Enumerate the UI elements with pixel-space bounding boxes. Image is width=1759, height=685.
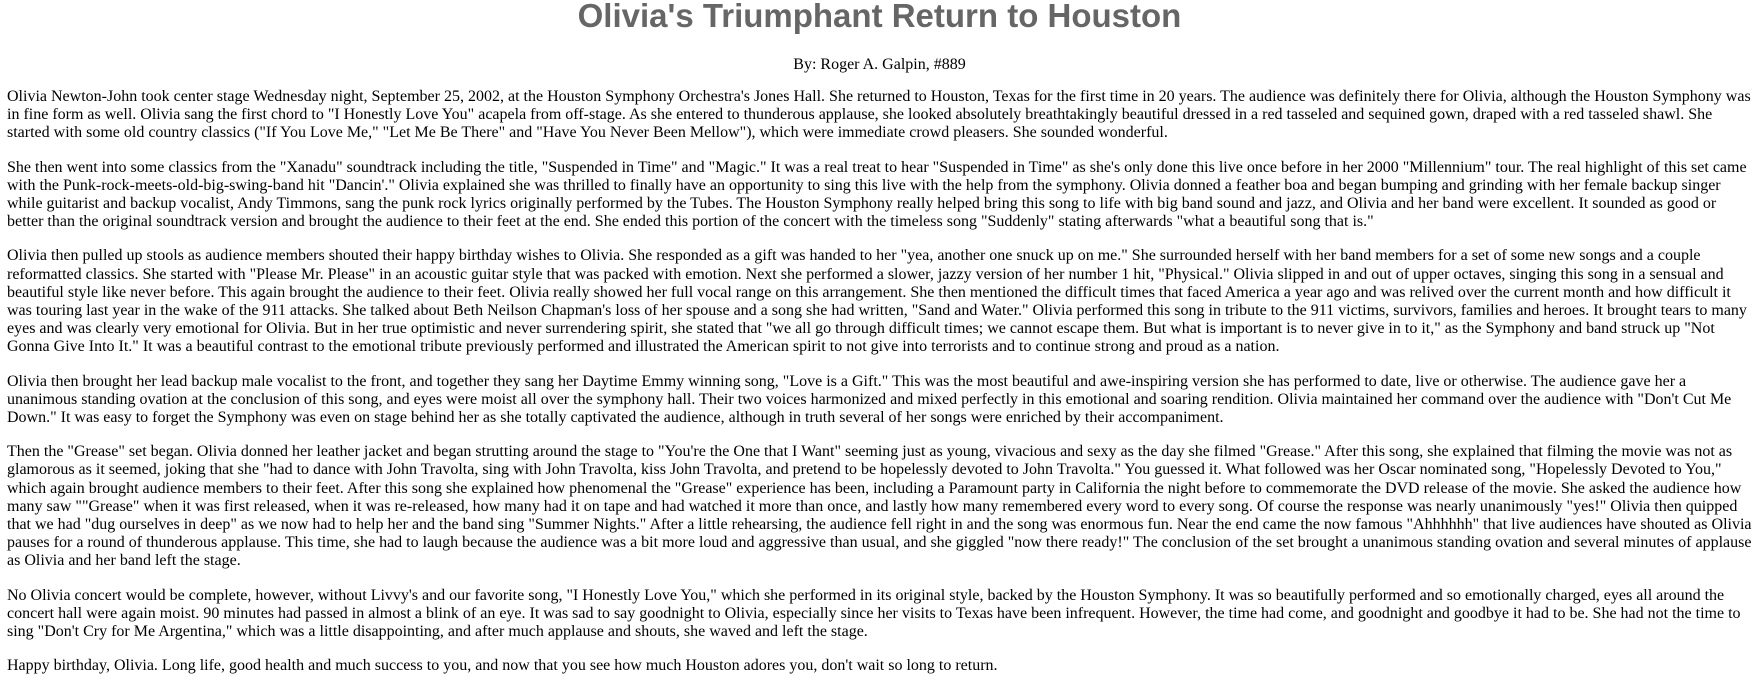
article-paragraph-2: She then went into some classics from the "Xanadu" soundtrack including the title, "Suspended in Time" and "Magic." It was a real treat to hear "Suspended in Time" as she's only done this live once before in her 2000 "Millennium" tour. The real highlight of this set came with the Punk-rock-meets-old-big-swing-band hit "Dancin'." Olivia explained she was thrilled to finally have an opportunity to sing this live with the help from the symphony. Olivia donned a feather boa and began bumping and grinding with her female backup singer while guitarist and backup vocalist, Andy Timmons, sang the punk rock lyrics originally performed by the Tubes. The Houston Symphony really helped bring this song to life with big band sound and jazz, and Olivia and her band were excellent. It sounded as good or better than the original soundtrack version and brought the audience to their feet at the end. She ended this portion of the concert with the timeless song "Suddenly" stating afterwards "what a beautiful song that is." (7, 158, 1747, 231)
article-paragraph-1: Olivia Newton-John took center stage Wednesday night, September 25, 2002, at the Houston Symphony Orchestra's Jones Hall. She returned to Houston, Texas for the first time in 20 years. The audience was definitely there for Olivia, although the Houston Symphony was in fine form as well. Olivia sang the first chord to "I Honestly Love You" acapela from off-stage. As she entered to thunderous applause, she looked absolutely breathtakingly beautiful dressed in a red tasseled and sequined gown, draped with a red tasseled shawl. She started with some old country classics ("If You Love Me," "Let Me Be There" and "Have You Never Been Mellow"), which were immediate crowd pleasers. She sounded wonderful. (7, 88, 1751, 142)
article-paragraph-4: Olivia then brought her lead backup male vocalist to the front, and together they sang her Daytime Emmy winning song, "Love is a Gift." This was the most beautiful and awe-inspiring version she has performed to date, live or otherwise. The audience gave her a unanimous standing ovation at the conclusion of this song, and eyes were moist all over the symphony hall. Their two voices harmonized and mixed perfectly in this emotional and soaring rendition. Olivia maintained her command over the audience with "Don't Cut Me Down." It was easy to forget the Symphony was even on stage behind her as she totally captivated the audience, although in truth several of her songs were enriched by their accompaniment. (7, 372, 1732, 427)
article-paragraph-3: Olivia then pulled up stools as audience members shouted their happy birthday wishes to Olivia. She responded as a gift was handed to her "yea, another one snuck up on me." She surrounded herself with her band members for a set of some new songs and a couple reformatted classics. She started with "Please Mr. Please" in an acoustic guitar style that was packed with emotion. Next she performed a slower, jazzy version of her number 1 hit, "Physical." Olivia slipped in and out of upper octaves, singing this song in a sensual and beautiful style like never before. This again brought the audience to their feet. Olivia really showed her full vocal range on this arrangement. She then mentioned the difficult times that faced America a year ago and was relived over the current month and how difficult it was touring last year in the wake of the 911 attacks. She talked about Beth Neilson Chapman's loss of her spouse and a song she had written, "Sand and Water." Olivia performed this song in tribute to the 911 victims, survivors, families and heroes. It brought tears to many eyes and was clearly very emotional for Olivia. But in her true optimistic and never surrendering spirit, she stated that "we all go through difficult times; we cannot escape them. But what is important is to never give in to it," as the Symphony and band struck up "Not Gonna Give Into It." It was a beautiful contrast to the emotional tribute previously performed and illustrated the American spirit to not give into terrorists and to continue strong and proud as a nation. (7, 247, 1747, 356)
article-paragraph-5: Then the "Grease" set began. Olivia donned her leather jacket and began strutting around the stage to "You're the One that I Want" seeming just as young, vivacious and sexy as the day she filmed "Grease." After this song, she explained that filming the movie was not as glamorous as it seemed, joking that she "had to dance with John Travolta, sing with John Travolta, kiss John Travolta, and pretend to be hopelessly devoted to John Travolta." You guessed it. What followed was her Oscar nominated song, "Hopelessly Devoted to You," which again brought audience members to their feet. After this song she explained how phenomenal the "Grease" experience has been, including a Paramount party in California the night before to commemorate the DVD release of the movie. She asked the audience how many saw ""Grease" when it was first released, when it was re-released, how many had it on tape and had watched it more than once, and lastly how many remembered every word to every song. Of course the response was nearly unanimously "yes!" Olivia then quipped that we had "dug ourselves in deep" as we now had to help her and the band sing "Summer Nights." After a little rehearsing, the audience fell right in and the song was enormous fun. Near the end came the now famous "Ahhhhhh" that live audiences have shouted as Olivia pauses for a round of thunderous applause. This time, she had to laugh because the audience was a bit more loud and aggressive than usual, and she giggled "now there ready!" The conclusion of the set brought a unanimous standing ovation and several minutes of applause as Olivia and her band left the stage. (7, 443, 1752, 570)
article-paragraph-7: Happy birthday, Olivia. Long life, good health and much success to you, and now that you see how much Houston adores you, don't wait so long to return. (7, 657, 998, 675)
article-paragraph-6: No Olivia concert would be complete, however, without Livvy's and our favorite song, "I Honestly Love You," which she performed in its original style, backed by the Houston Symphony. It was so beautifully performed and so emotionally charged, eyes all around the concert hall were again moist. 90 minutes had passed in almost a blink of an eye. It was sad to say goodnight to Olivia, especially since her visits to Texas have been infrequent. However, the time had come, and goodnight and goodbye it had to be. She had not the time to sing "Don't Cry for Me Argentina," which was a little disappointing, and after much applause and shouts, she waved and left the stage. (7, 586, 1741, 641)
article-byline: By: Roger A. Galpin, #889 (793, 56, 966, 73)
article-title: Olivia's Triumphant Return to Houston (577, 0, 1182, 34)
